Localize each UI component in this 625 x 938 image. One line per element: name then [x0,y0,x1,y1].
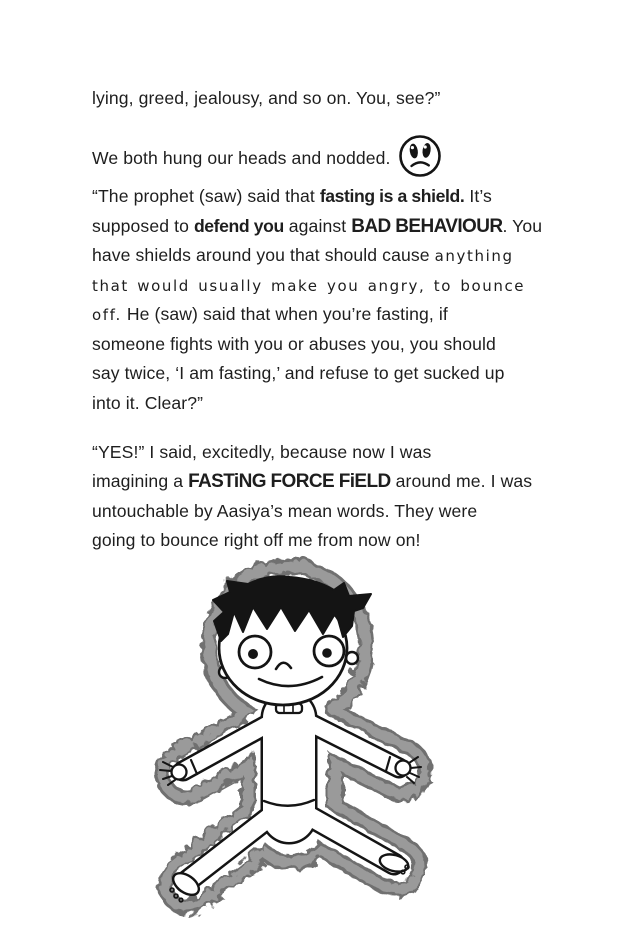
text-run: He (saw) said that when you’re fasting, if [121,304,448,324]
text-run: say twice, ‘I am fasting,’ and refuse to get sucked up [92,363,505,383]
text-run: have shields around you that should cause [92,245,435,265]
text-line [92,438,572,468]
text-run: It’s [464,186,492,206]
text-run: imagining a [92,471,189,491]
text-line [92,84,572,114]
text-run: untouchable by Aasiya’s mean words. They were [92,500,478,521]
text-line [92,300,572,330]
text-run: BAD BEHAVIOUR [351,215,503,237]
text-line [92,212,572,242]
text-run: “The prophet (saw) said that [92,186,320,206]
text-run: FASTiNG FORCE FiELD [188,471,391,492]
text-line [92,497,572,527]
text-run: into it. Clear?” [92,392,204,413]
text-line [92,182,572,212]
text-block [92,84,572,575]
right-eye [314,636,344,666]
text-line [92,467,572,497]
text-run: going to bounce right off me from now on! [92,530,421,550]
sad-face-icon [397,133,443,179]
text-line [92,389,572,419]
paragraph [92,438,572,556]
paragraph [92,133,572,168]
text-run: We both hung our heads and nodded. [92,148,391,168]
text-run: lying, greed, jealousy, and so on. You, see?” [92,88,441,108]
text-run: against [283,215,352,236]
text-run: anything [434,247,514,265]
boy-with-force-field [0,540,625,938]
paragraph [92,84,572,114]
text-run: around me. I was [390,471,533,491]
left-eye [239,636,271,668]
paragraph [92,182,572,418]
text-line [92,133,572,168]
text-line [92,241,572,271]
text-run: defend you [193,215,284,236]
text-run: someone fights with you or abuses you, you should [92,333,496,354]
text-run: off. [92,306,122,324]
text-run: that would usually make you angry, to bounce [92,276,526,295]
text-line [92,271,572,301]
text-run: supposed to [92,215,194,236]
text-run: fasting is a shield. [319,186,465,206]
text-line [92,330,572,360]
text-run: . You [502,215,543,236]
text-run: “YES!” I said, excitedly, because now I was [92,441,432,462]
text-line [92,359,572,389]
